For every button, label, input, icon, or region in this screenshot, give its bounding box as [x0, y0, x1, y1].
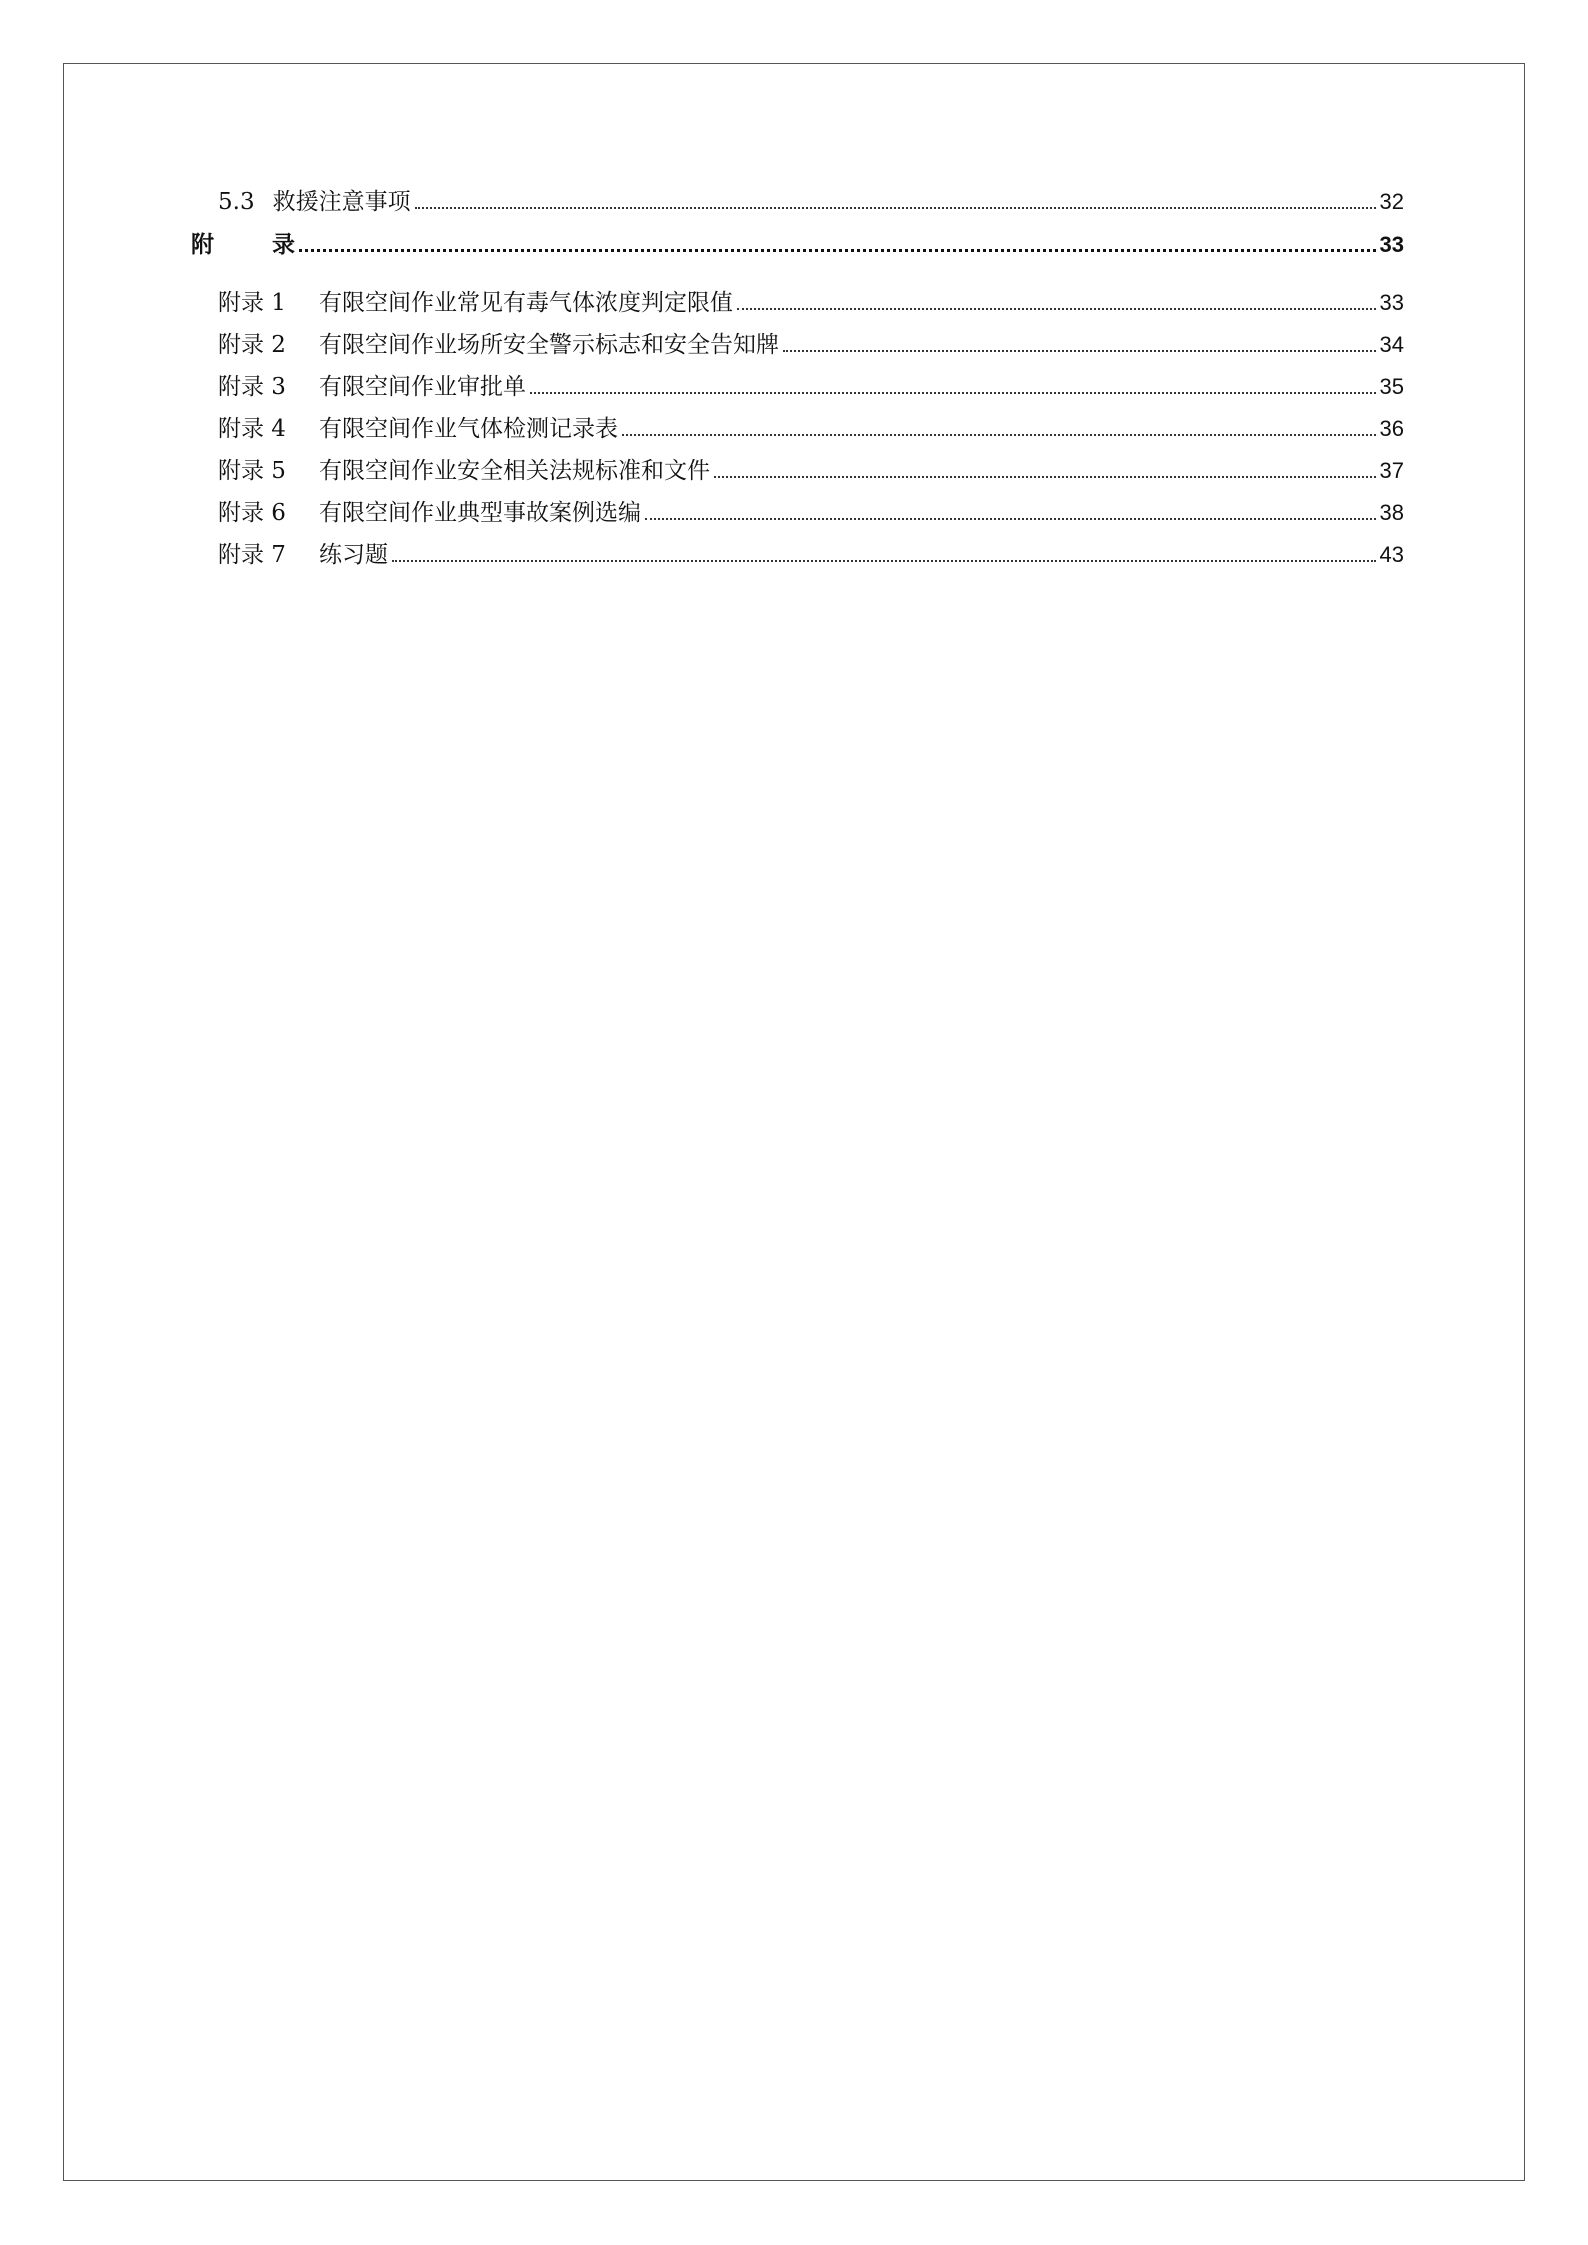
toc-entry-label: [218, 415, 618, 443]
toc-entry-label: [218, 457, 710, 485]
toc-entry-title: 有限空间作业典型事故案例选编: [319, 500, 641, 526]
toc-entry-appendix-heading[interactable]: [191, 231, 1404, 259]
toc-entry-number: 附录 5: [218, 458, 286, 484]
toc-heading-char: 录: [272, 231, 295, 258]
toc-entry-number: 附录 3: [218, 374, 286, 400]
toc-entry-number: 附录 2: [218, 332, 286, 358]
toc-dot-leader: [783, 350, 1376, 352]
toc-entry-page: 35: [1379, 374, 1404, 399]
toc-entry-5-3[interactable]: [218, 188, 1404, 216]
toc-entry-page: 37: [1379, 458, 1404, 483]
toc-dot-leader: [530, 392, 1376, 394]
toc-entry-title: 有限空间作业安全相关法规标准和文件: [319, 458, 710, 484]
toc-entry-title: 有限空间作业场所安全警示标志和安全告知牌: [319, 332, 779, 358]
toc-entry-title: 练习题: [319, 542, 388, 568]
toc-entry-number: 附录 4: [218, 416, 286, 442]
toc-entry-label: [218, 541, 388, 569]
toc-entry-appendix-7[interactable]: [218, 541, 1404, 569]
toc-entry-title: 救援注意事项: [272, 189, 411, 215]
toc-dot-leader: [622, 434, 1376, 436]
toc-entry-appendix-4[interactable]: [218, 415, 1404, 443]
toc-entry-number: 附录 6: [218, 500, 286, 526]
toc-entry-appendix-3[interactable]: [218, 373, 1404, 401]
toc-dot-leader: [714, 476, 1376, 478]
toc-entry-page: 38: [1379, 500, 1404, 525]
toc-entry-number: 附录 7: [218, 542, 286, 568]
toc-entry-page: 33: [1379, 232, 1404, 257]
toc-entry-appendix-1[interactable]: [218, 289, 1404, 317]
toc-entry-number: 附录 1: [218, 290, 286, 316]
toc-dot-leader: [392, 560, 1376, 562]
toc-dot-leader: [415, 207, 1376, 209]
toc-dot-leader: [299, 249, 1376, 252]
toc-entry-appendix-5[interactable]: [218, 457, 1404, 485]
toc-dot-leader: [645, 518, 1376, 520]
toc-entry-page: 43: [1379, 542, 1404, 567]
toc-entry-page: 34: [1379, 332, 1404, 357]
toc-entry-label: [218, 289, 733, 317]
toc-entry-label: [218, 188, 411, 216]
toc-dot-leader: [737, 308, 1376, 310]
toc-entry-number: 5.3: [218, 189, 255, 215]
toc-entry-appendix-6[interactable]: [218, 499, 1404, 527]
toc-entry-title: 有限空间作业气体检测记录表: [319, 416, 618, 442]
toc-entry-appendix-2[interactable]: [218, 331, 1404, 359]
toc-entry-title: 有限空间作业常见有毒气体浓度判定限值: [319, 290, 733, 316]
toc-entry-label: [218, 499, 641, 527]
toc-entry-label: [218, 373, 526, 401]
toc-entry-page: 32: [1379, 189, 1404, 214]
toc-entry-title: 有限空间作业审批单: [319, 374, 526, 400]
toc-entry-page: 33: [1379, 290, 1404, 315]
toc-entry-label: [191, 231, 295, 259]
toc-heading-char: 附: [191, 231, 214, 258]
toc-entry-label: [218, 331, 779, 359]
toc-entry-page: 36: [1379, 416, 1404, 441]
